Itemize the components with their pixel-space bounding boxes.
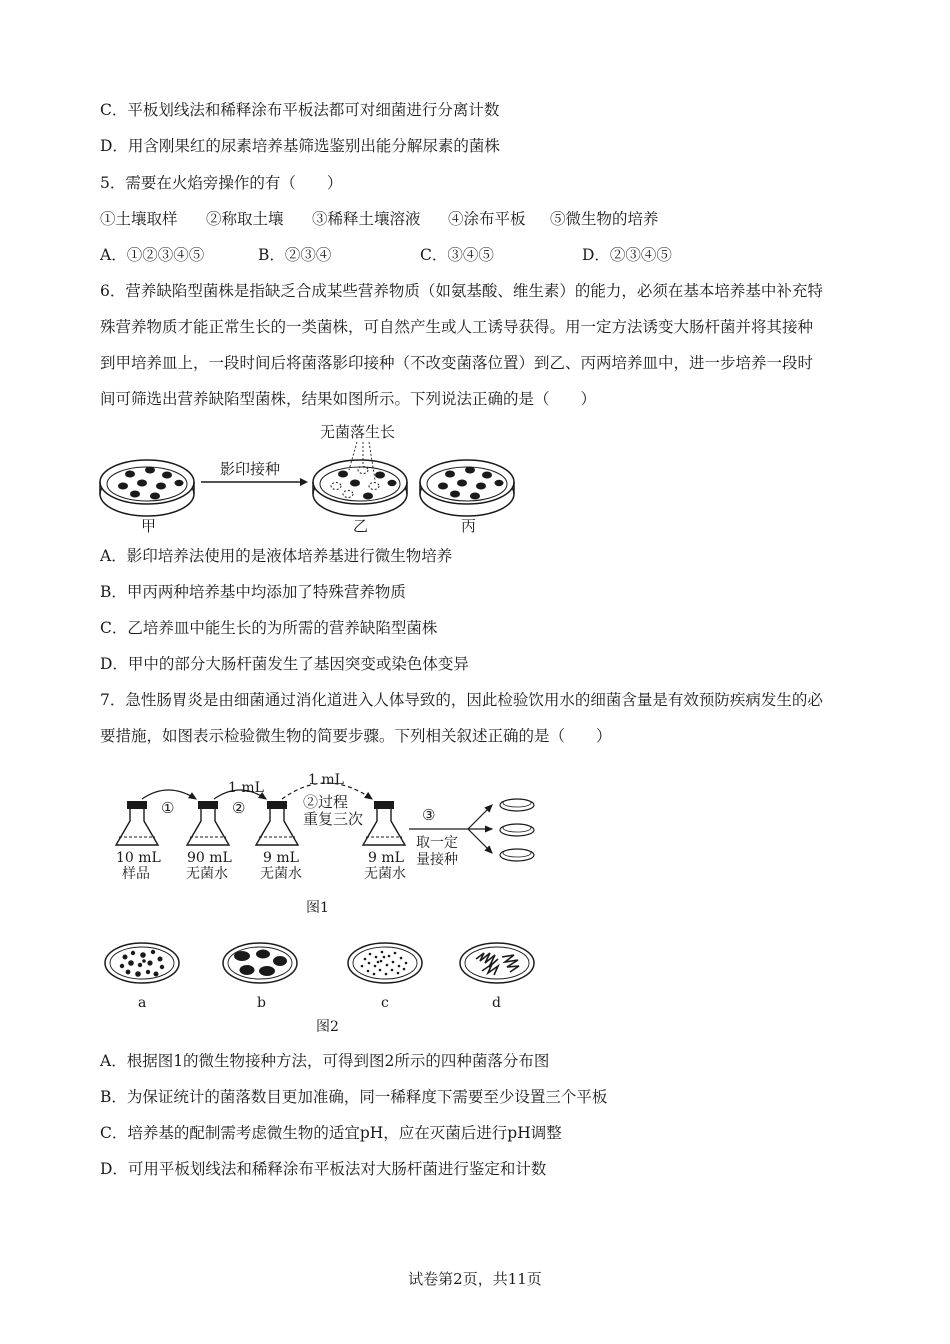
q6-replica-plating-figure [95,420,525,538]
flask-9ml-first [256,801,298,845]
q6-option-c: C．乙培养皿中能生长的为所需的营养缺陷型菌株 [100,619,438,637]
figure1-caption: 图1 [306,900,329,916]
flask-label: 无菌水 [364,866,406,882]
q7-option-b: B．为保证统计的菌落数目更加准确，同一稀释度下需要至少设置三个平板 [100,1088,608,1106]
q6-option-b: B．甲丙两种培养基中均添加了特殊营养物质 [100,583,406,601]
petri-dish-bing [420,460,514,516]
transfer-label: 取一定 [416,835,458,851]
step-label: ③ [422,806,436,824]
q5-stem: 5．需要在火焰旁操作的有（ ） [100,174,343,192]
arrow-label: 影印接种 [220,460,281,478]
q5-item: ⑤微生物的培养 [550,210,659,228]
plate-a [105,943,179,983]
q6-option-d: D．甲中的部分大肠杆菌发生了基因突变或染色体变异 [100,655,469,673]
flask-label: 无菌水 [186,866,228,882]
q6-stem-line: 间可筛选出营养缺陷型菌株，结果如图所示。下列说法正确的是（ ） [100,390,597,408]
plate-b [223,943,297,983]
top-label: 无菌落生长 [320,423,396,441]
step-label: ②过程 [303,793,349,811]
q5-item: ③稀释土壤溶液 [312,210,421,228]
q7-stem-line: 7．急性肠胃炎是由细菌通过消化道进入人体导致的，因此检验饮用水的细菌含量是有效预防疾病发生的必 [100,691,823,709]
plate-stack [500,799,534,861]
q5-items [100,208,659,230]
volume-label: 1 mL [308,772,344,788]
flask-9ml-last [363,801,405,845]
transfer-label: 量接种 [416,852,458,868]
q7-figure2-colony-plates [100,935,550,1040]
q5-item: ④涂布平板 [448,210,526,228]
q7-option-d: D．可用平板划线法和稀释涂布平板法对大肠杆菌进行鉴定和计数 [100,1160,547,1178]
q4-option-d: D．用含刚果红的尿素培养基筛选鉴别出能分解尿素的菌株 [100,137,500,155]
q5-item: ②称取土壤 [206,210,284,228]
plate-c [348,943,422,983]
dish-label: 乙 [353,517,369,535]
flask-label: 90 mL [187,850,232,866]
q5-option: B．②③④ [258,246,332,264]
plate-label: d [492,995,501,1011]
q6-stem-line: 到甲培养皿上，一段时间后将菌落影印接种（不改变菌落位置）到乙、丙两培养皿中，进一步培养一段时 [100,354,814,372]
flask-label: 9 mL [263,850,299,866]
dish-label: 丙 [461,517,477,535]
q5-item: ①土壤取样 [100,210,178,228]
flask-label: 9 mL [368,850,404,866]
step-label: 重复三次 [303,810,364,828]
petri-dish-jia [100,460,194,516]
step-label: ② [232,799,246,817]
q7-option-a: A．根据图1的微生物接种方法，可得到图2所示的四种菌落分布图 [100,1052,550,1070]
plate-label: b [257,995,266,1011]
page-footer: 试卷第2页，共11页 [408,1270,542,1288]
q5-option: C．③④⑤ [420,246,494,264]
flask-label: 无菌水 [260,866,302,882]
q4-option-c: C．平板划线法和稀释涂布平板法都可对细菌进行分离计数 [100,101,500,119]
q5-options [100,244,672,266]
q7-stem-line: 要措施，如图表示检验微生物的简要步骤。下列相关叙述正确的是（ ） [100,727,612,745]
flask-label: 样品 [122,866,150,882]
dish-label: 甲 [141,517,157,535]
q6-stem-line: 6．营养缺陷型菌株是指缺乏合成某些营养物质（如氨基酸、维生素）的能力，必须在基本培养基中补充特 [100,282,823,300]
q5-option: A．①②③④⑤ [100,246,205,264]
flask-90ml [187,801,229,845]
figure2-caption: 图2 [316,1019,339,1035]
flask-sample [116,801,158,845]
q6-stem-line: 殊营养物质才能正常生长的一类菌株，可自然产生或人工诱导获得。用一定方法诱变大肠杆菌并将其接种 [100,318,814,336]
q7-figure1-dilution-steps [100,765,550,920]
volume-label: 1 mL [228,780,264,796]
petri-dish-yi [313,442,407,516]
plate-label: c [381,995,389,1011]
q7-option-c: C．培养基的配制需考虑微生物的适宜pH，应在灭菌后进行pH调整 [100,1124,562,1142]
plate-d [460,943,534,983]
q6-option-a: A．影印培养法使用的是液体培养基进行微生物培养 [100,547,453,565]
plate-label: a [138,995,147,1011]
q5-option: D．②③④⑤ [582,246,672,264]
step-label: ① [161,799,175,817]
flask-label: 10 mL [116,850,161,866]
